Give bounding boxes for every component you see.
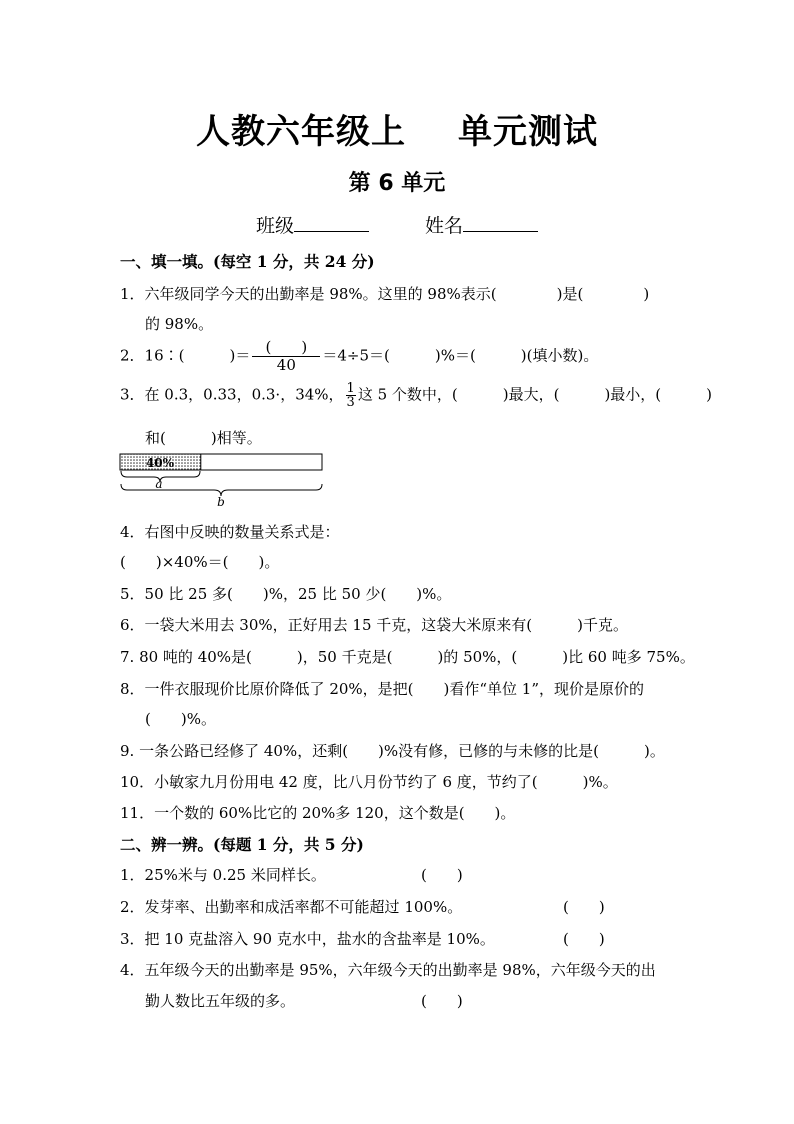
name-blank[interactable]	[463, 213, 538, 232]
question-6: 6．一袋大米用去 30%，正好用去 15 千克，这袋大米原来有( )千克。	[120, 616, 628, 634]
name-label: 姓名	[425, 215, 464, 237]
question-3-line2: 和( )相等。	[145, 429, 262, 447]
question-9: 9. 一条公路已经修了 40%，还剩( )%没有修，已修的与未修的比是( )。	[120, 742, 665, 760]
q3-fraction-denominator: 3	[346, 395, 355, 410]
question-4-line1: 4．右图中反映的数量关系式是：	[120, 523, 340, 541]
judge-item-1-bracket[interactable]: ( )	[421, 866, 463, 884]
question-1-line1: 1．六年级同学今天的出勤率是 98%。这里的 98%表示( )是( )	[120, 285, 650, 303]
page-title	[0, 104, 794, 153]
judge-item-4-line2: 勤人数比五年级的多。	[145, 992, 296, 1010]
judge-item-1: 1．25%米与 0.25 米同样长。	[120, 866, 326, 884]
q2-fraction-denominator: 40	[276, 356, 296, 374]
q3-fraction	[346, 382, 356, 409]
judge-item-3: 3．把 10 克盐溶入 90 克水中，盐水的含盐率是 10%。	[120, 930, 495, 948]
question-4-line2: ( )×40%＝( )。	[120, 553, 280, 571]
question-5: 5．50 比 25 多( )%，25 比 50 少( )%。	[120, 585, 452, 603]
q3-prefix: 3．在 0.3，0.33，0.3·，34%，	[120, 385, 344, 404]
question-3-line1	[120, 382, 712, 409]
section2-heading: 二、辨一辨。(每题 1 分，共 5 分)	[120, 835, 364, 854]
q2-prefix: 2．16∶( )＝	[120, 346, 251, 365]
judge-item-2: 2．发芽率、出勤率和成活率都不可能超过 100%。	[120, 898, 463, 916]
class-blank[interactable]	[294, 213, 369, 232]
question-7: 7. 80 吨的 40%是( )，50 千克是( )的 50%，( )比 60 吨多 75%。	[120, 648, 695, 666]
bar-percent-label: 40%	[145, 456, 175, 470]
q2-fraction-numerator: ( )	[252, 339, 320, 357]
q3-suffix: 这 5 个数中，( )最大，( )最小，( )	[357, 385, 713, 404]
question-11: 11．一个数的 60%比它的 20%多 120，这个数是( )。	[120, 804, 516, 822]
question-8-line2: ( )%。	[145, 710, 216, 728]
question-8-line1: 8．一件衣服现价比原价降低了 20%，是把( )看作“单位 1”，现价是原价的	[120, 680, 645, 698]
question-1-line2: 的 98%。	[145, 315, 214, 333]
class-name-line	[0, 211, 794, 238]
q2-fraction	[252, 339, 320, 374]
judge-item-2-bracket[interactable]: ( )	[563, 898, 605, 916]
question-2	[120, 339, 598, 374]
title-grade: 人教六年级上	[196, 112, 406, 152]
judge-item-3-bracket[interactable]: ( )	[563, 930, 605, 948]
q3-fraction-numerator: 1	[346, 381, 355, 396]
question-10: 10．小敏家九月份用电 42 度，比八月份节约了 6 度，节约了( )%。	[120, 773, 618, 791]
judge-item-4-line1: 4．五年级今天的出勤率是 95%，六年级今天的出勤率是 98%，六年级今天的出	[120, 961, 656, 979]
section1-heading: 一、填一填。(每空 1 分，共 24 分)	[120, 252, 375, 271]
unit-title: 第 6 单元	[348, 171, 446, 196]
label-b: b	[217, 495, 225, 509]
title-test: 单元测试	[458, 112, 598, 152]
class-label: 班级	[255, 215, 294, 237]
label-a: a	[155, 477, 163, 491]
judge-item-4-bracket[interactable]: ( )	[421, 992, 463, 1010]
q2-suffix: ＝4÷5＝( )%＝( )(填小数)。	[322, 346, 599, 365]
percent-bar-diagram	[118, 450, 328, 512]
